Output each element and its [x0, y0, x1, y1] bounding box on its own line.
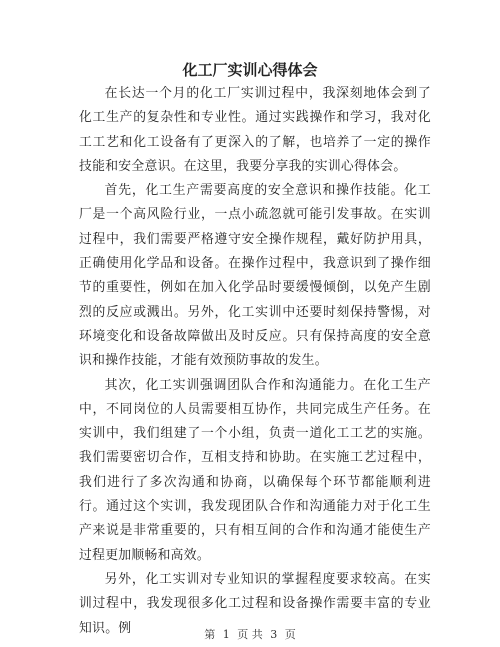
paragraph-1: 在长达一个月的化工厂实训过程中，我深刻地体会到了化工生产的复杂性和专业性。通过实践操作和学习，我对化工工艺和化工设备有了更深入的了解，也培养了一定的操作技能和安全意识。在这里，我要分享我的实训心得体会。: [79, 86, 431, 174]
paragraph-2: 首先，化工生产需要高度的安全意识和操作技能。化工厂是一个高风险行业，一点小疏忽就可能引发事故。在实训过程中，我们需要严格遵守安全操作规程，戴好防护用具，正确使用化学品和设备。在操作过程中，我意识到了操作细节的重要性，例如在加入化学品时要缓慢倾倒，以免产生剧烈的反应或溅出。另外，化工实训中还要时刻保持警惕，对环境变化和设备故障做出及时反应。只有保持高度的安全意识和操作技能，才能有效预防事故的发生。: [79, 183, 431, 369]
document-title: 化工厂实训心得体会: [182, 61, 318, 79]
page-footer: [0, 628, 500, 642]
footer-page-number: 1: [222, 628, 230, 641]
document-body: [79, 82, 431, 641]
paragraph-4: 另外，化工实训对专业知识的掌握程度要求较高。在实训过程中，我发现很多化工过程和设备操作需要丰富的专业知识。例: [79, 571, 431, 636]
footer-prefix: 第: [204, 628, 216, 641]
footer-suffix: 页: [284, 628, 296, 641]
footer-total-pages: 3: [270, 628, 278, 641]
footer-middle: 页 共: [237, 628, 263, 641]
paragraph-3: 其次，化工实训强调团队合作和沟通能力。在化工生产中，不同岗位的人员需要相互协作，共同完成生产任务。在实训中，我们组建了一个小组，负责一道化工工艺的实施。我们需要密切合作，互相支持和协助。在实施工艺过程中，我们进行了多次沟通和协商，以确保每个环节都能顺利进行。通过这个实训，我发现团队合作和沟通能力对于化工生产来说是非常重要的，只有相互间的合作和沟通才能使生产过程更加顺畅和高效。: [79, 377, 431, 563]
